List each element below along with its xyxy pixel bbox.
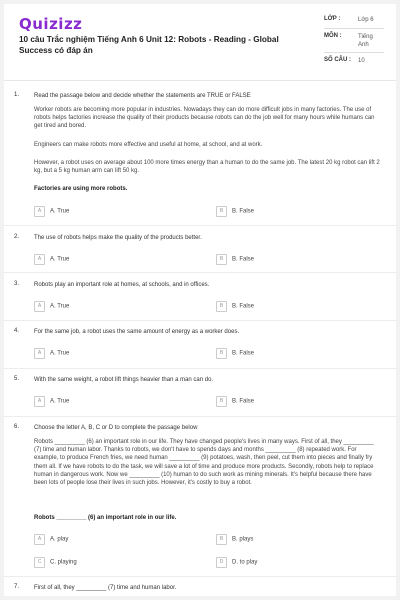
option-label: A. True — [50, 350, 70, 357]
answer-option[interactable] — [216, 348, 254, 358]
answer-option[interactable] — [216, 534, 253, 544]
question-statement: Factories are using more robots. — [34, 186, 128, 192]
option-label: A. True — [50, 208, 70, 215]
answer-option[interactable] — [216, 254, 254, 264]
question-text: With the same weight, a robot lift things heavier than a man can do. — [34, 377, 214, 383]
answer-option[interactable] — [34, 534, 68, 544]
question-count-label: SỐ CÂU : — [324, 57, 351, 63]
answer-option[interactable] — [216, 206, 254, 216]
subject-value: Tiếng Anh — [358, 34, 373, 48]
question-number: 5. — [14, 376, 20, 382]
question-count-value: 10 — [358, 58, 365, 64]
class-value: Lớp 6 — [358, 17, 374, 23]
option-key: B — [216, 534, 227, 545]
question-text: The use of robots helps make the quality of the products better. — [34, 235, 202, 241]
option-label: A. True — [50, 303, 70, 310]
question-divider — [4, 320, 396, 321]
passage-paragraph: Engineers can make robots more effective and useful at home, at school, and at work. — [34, 142, 263, 148]
question-number: 3. — [14, 281, 20, 287]
question-number: 6. — [14, 424, 20, 430]
option-key: A — [34, 396, 45, 407]
option-key: A — [34, 254, 45, 265]
option-label: C. playing — [50, 559, 77, 566]
answer-option[interactable] — [34, 301, 69, 311]
meta-divider — [324, 52, 384, 53]
question-divider — [4, 225, 396, 226]
answer-option[interactable] — [216, 396, 254, 406]
page-title: 10 câu Trắc nghiệm Tiếng Anh 6 Unit 12: Robots - Reading - Global Success có đáp án — [19, 35, 279, 55]
option-label: A. True — [50, 398, 70, 405]
passage-paragraph: Robots _________ (6) an important role in our life. They have changed people's lives in many ways. First of all, they _________ (7) time and human labor. Thanks to robots, we don't have to spends days and months _________ (8) repeated work. For example, to produce French fries, we need human _________ (9) potatoes, wash, then peel, cut them into pieces and finally fry them all. If we have robots to do the task, we will save a lot of time and produce more products. Secondly, robots help to replace human in dangerous work. Now we _________ (10) human to do such work as mining minerals. It's helpful because there have been lots of people lose their lives in such jobs. However, it's costly to buy a robot. — [34, 439, 374, 487]
worksheet-page — [4, 4, 396, 596]
question-divider — [4, 416, 396, 417]
option-label: B. False — [232, 256, 255, 263]
answer-option[interactable] — [34, 254, 69, 264]
question-divider — [4, 368, 396, 369]
question-number: 2. — [14, 234, 20, 240]
option-key: B — [216, 396, 227, 407]
option-label: B. plays — [232, 536, 254, 543]
option-key: A — [34, 206, 45, 217]
quizizz-logo: Quizizz — [19, 15, 83, 33]
header-divider — [4, 80, 396, 81]
question-text: For the same job, a robot uses the same amount of energy as a worker does. — [34, 329, 240, 335]
option-key: C — [34, 557, 45, 568]
answer-option[interactable] — [216, 301, 254, 311]
option-label: D. to play — [232, 559, 258, 566]
question-number: 7. — [14, 584, 20, 590]
question-number: 4. — [14, 328, 20, 334]
subject-label: MÔN : — [324, 33, 342, 39]
answer-option[interactable] — [216, 557, 257, 567]
option-key: A — [34, 534, 45, 545]
question-instruction: Read the passage below and decide whether the statements are TRUE or FALSE — [34, 93, 251, 99]
passage-paragraph: However, a robot uses on average about 100 more times energy than a human to do the same job. The latest 20 kg robot can lift 2 kg, but a 5 kg human arm can lift 50 kg. — [34, 160, 380, 175]
passage-paragraph: Worker robots are becoming more popular in industries. Nowadays they can do more difficult jobs in many factories. The use of robots helps factories increase the quality of their products because robots can do the job well for many hours while humans can get tired and bored. — [34, 107, 375, 130]
option-label: B. False — [232, 208, 255, 215]
option-key: D — [216, 557, 227, 568]
option-key: B — [216, 301, 227, 312]
question-divider — [4, 272, 396, 273]
answer-option[interactable] — [34, 348, 69, 358]
answer-option[interactable] — [34, 206, 69, 216]
question-text: Robots play an important role at homes, at schools, and in offices. — [34, 282, 210, 288]
option-key: A — [34, 301, 45, 312]
option-key: B — [216, 254, 227, 265]
option-label: B. False — [232, 350, 255, 357]
option-key: A — [34, 348, 45, 359]
question-text: First of all, they _________ (7) time and human labor. — [34, 585, 177, 591]
option-key: B — [216, 206, 227, 217]
question-instruction: Choose the letter A, B, C or D to complete the passage below — [34, 425, 198, 431]
answer-option[interactable] — [34, 557, 77, 567]
question-divider — [4, 576, 396, 577]
meta-divider — [324, 28, 384, 29]
class-label: LỚP : — [324, 16, 341, 22]
option-key: B — [216, 348, 227, 359]
question-statement: Robots _________ (6) an important role in our life. — [34, 515, 177, 521]
question-number: 1. — [14, 92, 20, 98]
option-label: B. False — [232, 398, 255, 405]
option-label: B. False — [232, 303, 255, 310]
option-label: A. True — [50, 256, 70, 263]
answer-option[interactable] — [34, 396, 69, 406]
option-label: A. play — [50, 536, 69, 543]
